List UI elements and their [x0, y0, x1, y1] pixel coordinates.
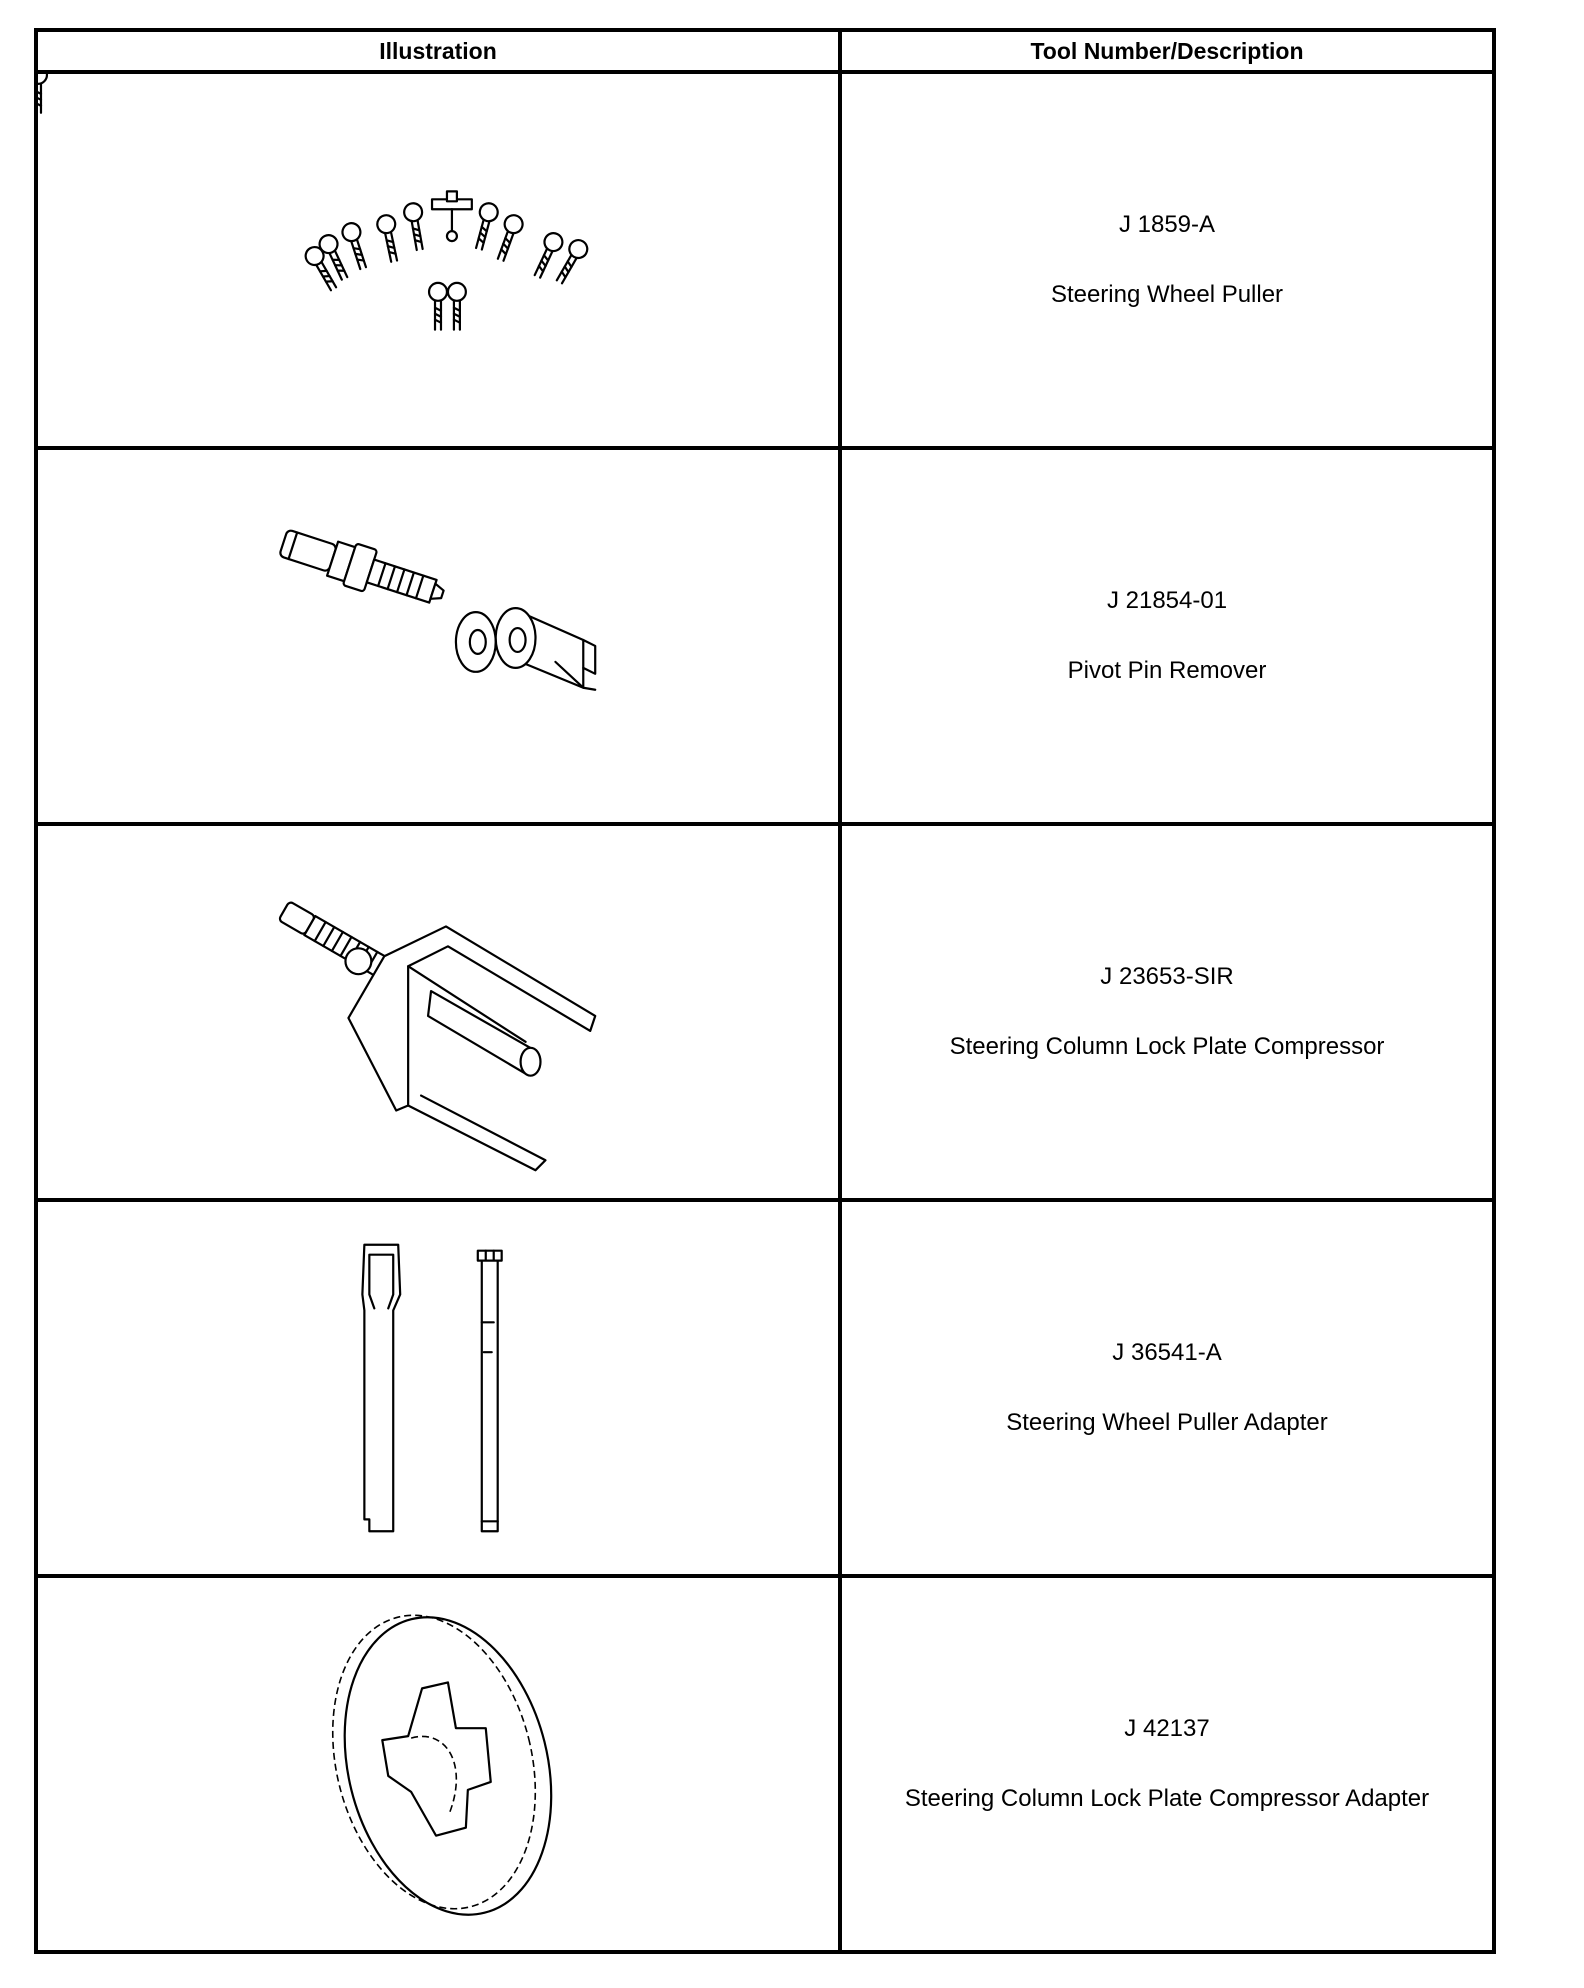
illustration-cell — [36, 448, 840, 824]
tool-number: J 21854-01 — [1106, 587, 1228, 614]
tool-description-cell — [840, 1576, 1494, 1952]
illustration-cell — [36, 1200, 840, 1576]
puller-adapter-icon — [38, 1202, 838, 1574]
illustration-cell — [36, 72, 840, 448]
illustration-cell — [36, 824, 840, 1200]
table-row — [36, 824, 1494, 1200]
tool-description: Steering Column Lock Plate Compressor Adapter — [904, 1785, 1430, 1812]
pivot-pin-remover-icon — [38, 450, 838, 822]
lock-plate-adapter-icon — [38, 1578, 838, 1950]
tool-description: Steering Column Lock Plate Compressor — [949, 1033, 1385, 1060]
tool-number: J 1859-A — [1118, 211, 1216, 238]
tool-description-cell — [840, 72, 1494, 448]
tool-description-cell — [840, 824, 1494, 1200]
tool-number: J 42137 — [1124, 1715, 1210, 1742]
lock-plate-compressor-icon — [38, 826, 838, 1198]
header-tool-number-description: Tool Number/Description — [840, 30, 1494, 72]
illustration-cell — [36, 1576, 840, 1952]
table-row — [36, 448, 1494, 824]
bolt-set-icon — [38, 74, 838, 446]
special-tools-table — [34, 28, 1496, 1954]
header-illustration: Illustration — [36, 30, 840, 72]
tool-description: Steering Wheel Puller Adapter — [1006, 1409, 1328, 1436]
table-row — [36, 1576, 1494, 1952]
table-row — [36, 72, 1494, 448]
tool-description: Pivot Pin Remover — [1067, 657, 1267, 684]
tool-description-cell — [840, 448, 1494, 824]
tool-description: Steering Wheel Puller — [1050, 281, 1284, 308]
table-row — [36, 1200, 1494, 1576]
tool-number: J 36541-A — [1112, 1339, 1222, 1366]
header-row — [36, 30, 1494, 72]
tool-number: J 23653-SIR — [1100, 963, 1234, 990]
tool-description-cell — [840, 1200, 1494, 1576]
